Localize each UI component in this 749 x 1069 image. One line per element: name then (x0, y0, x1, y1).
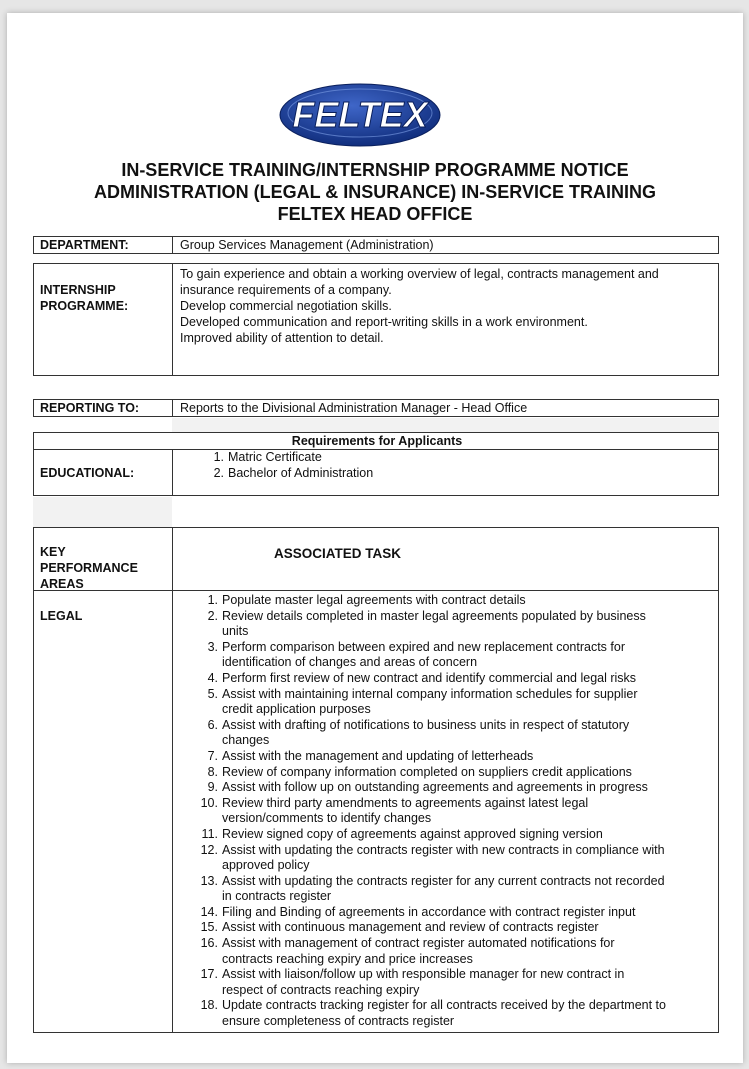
department-value: Group Services Management (Administration) (180, 238, 434, 252)
task-number: 13. (200, 873, 218, 888)
kpa-header-line: PERFORMANCE (40, 561, 138, 575)
reporting-row (33, 399, 719, 417)
task-text-line: approved policy (222, 858, 310, 873)
internship-description (180, 266, 659, 346)
reporting-label: REPORTING TO: (40, 401, 140, 415)
task-item (200, 843, 716, 874)
task-text-line: Populate master legal agreements with contract details (222, 593, 526, 607)
task-text-line: Assist with the management and updating of letterheads (222, 748, 534, 763)
task-text-line: Filing and Binding of agreements in accordance with contract register input (222, 904, 636, 919)
internship-label (40, 282, 128, 314)
task-number: 10. (200, 795, 218, 810)
task-text-line: identification of changes and areas of concern (222, 655, 478, 670)
list-item: 2. Bachelor of Administration (213, 465, 374, 480)
task-text-line: Assist with drafting of notifications to business units in respect of statutory (222, 717, 630, 732)
education-list (206, 450, 706, 481)
title-line-1: IN-SERVICE TRAINING/INTERNSHIP PROGRAMME NOTICE (121, 160, 629, 180)
task-text-line: Review details completed in master legal agreements populated by business (222, 608, 646, 623)
task-text-line: Perform comparison between expired and new replacement contracts for (222, 639, 625, 654)
internship-line: Improved ability of attention to detail. (180, 331, 384, 345)
task-text-line: respect of contracts reaching expiry (222, 982, 420, 997)
task-text-line: version/comments to identify changes (222, 811, 432, 826)
kpa-header-line: AREAS (40, 577, 84, 591)
task-item (200, 920, 716, 936)
task-text-line: Assist with management of contract register automated notifications for (222, 936, 615, 951)
task-text-line: Update contracts tracking register for all contracts received by the department to (222, 998, 666, 1013)
task-item (200, 718, 716, 749)
spacer-shade-left (33, 497, 172, 527)
internship-line: Develop commercial negotiation skills. (180, 299, 392, 313)
task-text-line: ensure completeness of contracts register (222, 1014, 455, 1029)
task-number: 14. (200, 904, 218, 919)
task-item (200, 780, 716, 796)
task-number: 9. (207, 780, 218, 795)
task-text-line: Assist with maintaining internal company information schedules for supplier (222, 686, 638, 701)
task-text-line: contracts reaching expiry and price increases (222, 951, 473, 966)
task-item (200, 967, 716, 998)
task-text-line: Assist with updating the contracts register with new contracts in compliance with (222, 842, 665, 857)
internship-line: Developed communication and report-writing skills in a work environment. (180, 315, 588, 329)
requirements-section (33, 432, 719, 496)
task-list (200, 593, 716, 1030)
task-item (200, 874, 716, 905)
task-text-line: Assist with follow up on outstanding agreements and agreements in progress (222, 780, 648, 795)
task-number: 5. (207, 686, 218, 701)
task-item (200, 671, 716, 687)
task-item (200, 827, 716, 843)
task-number: 15. (200, 920, 218, 935)
associated-task-header: ASSOCIATED TASK (274, 546, 402, 561)
task-number: 6. (207, 717, 218, 732)
task-number: 12. (200, 842, 218, 857)
department-row (33, 236, 719, 254)
legal-label: LEGAL (40, 609, 83, 623)
task-number: 3. (207, 639, 218, 654)
internship-section (33, 263, 719, 376)
task-number: 4. (207, 670, 218, 685)
task-text-line: units (222, 624, 249, 639)
task-item (200, 796, 716, 827)
task-text-line: Perform first review of new contract and identify commercial and legal risks (222, 670, 637, 685)
feltex-logo (279, 83, 441, 147)
task-text-line: Assist with liaison/follow up with responsible manager for new contract in (222, 967, 625, 982)
educational-label: EDUCATIONAL: (40, 466, 135, 480)
task-item (200, 640, 716, 671)
task-text-line: Review third party amendments to agreements against latest legal (222, 795, 589, 810)
requirements-heading: Requirements for Applicants (291, 434, 463, 448)
task-text-line: in contracts register (222, 889, 332, 904)
task-number: 11. (201, 826, 218, 841)
document-page (7, 13, 743, 1063)
task-text-line: Review signed copy of agreements against approved signing version (222, 826, 603, 841)
title-line-2: ADMINISTRATION (LEGAL & INSURANCE) IN-SERVICE TRAINING (93, 182, 656, 202)
task-number: 17. (200, 967, 218, 982)
department-label: DEPARTMENT: (40, 238, 129, 252)
task-item (200, 749, 716, 765)
list-item: 1. Matric Certificate (213, 450, 322, 464)
kpa-header (40, 544, 138, 592)
task-item (200, 687, 716, 718)
task-text-line: Assist with updating the contracts register for any current contracts not recorded (222, 873, 665, 888)
title-line-3: FELTEX HEAD OFFICE (277, 204, 473, 224)
task-item (200, 936, 716, 967)
task-number: 1. (207, 593, 218, 607)
task-item (200, 593, 716, 609)
reporting-value: Reports to the Divisional Administration Manager - Head Office (180, 401, 528, 415)
task-text-line: credit application purposes (222, 702, 371, 717)
task-item (200, 998, 716, 1029)
internship-label-line-2: PROGRAMME: (40, 299, 129, 313)
task-number: 8. (207, 764, 218, 779)
task-text-line: Review of company information completed on suppliers credit applications (222, 764, 632, 779)
spacer-shade (172, 418, 719, 432)
task-number: 7. (207, 748, 218, 763)
task-number: 16. (200, 936, 218, 951)
internship-line: To gain experience and obtain a working overview of legal, contracts management and (180, 267, 659, 281)
task-number: 2. (207, 608, 218, 623)
task-item (200, 765, 716, 781)
internship-line: insurance requirements of a company. (180, 283, 392, 297)
logo-wordmark: FELTEX (292, 94, 428, 135)
kpa-section (33, 527, 719, 1033)
task-text-line: changes (222, 733, 270, 748)
task-number: 18. (200, 998, 218, 1013)
internship-label-line-1: INTERNSHIP (40, 283, 116, 297)
task-item (200, 905, 716, 921)
task-text-line: Assist with continuous management and review of contracts register (222, 920, 599, 935)
task-item (200, 609, 716, 640)
kpa-header-line: KEY (40, 545, 66, 559)
